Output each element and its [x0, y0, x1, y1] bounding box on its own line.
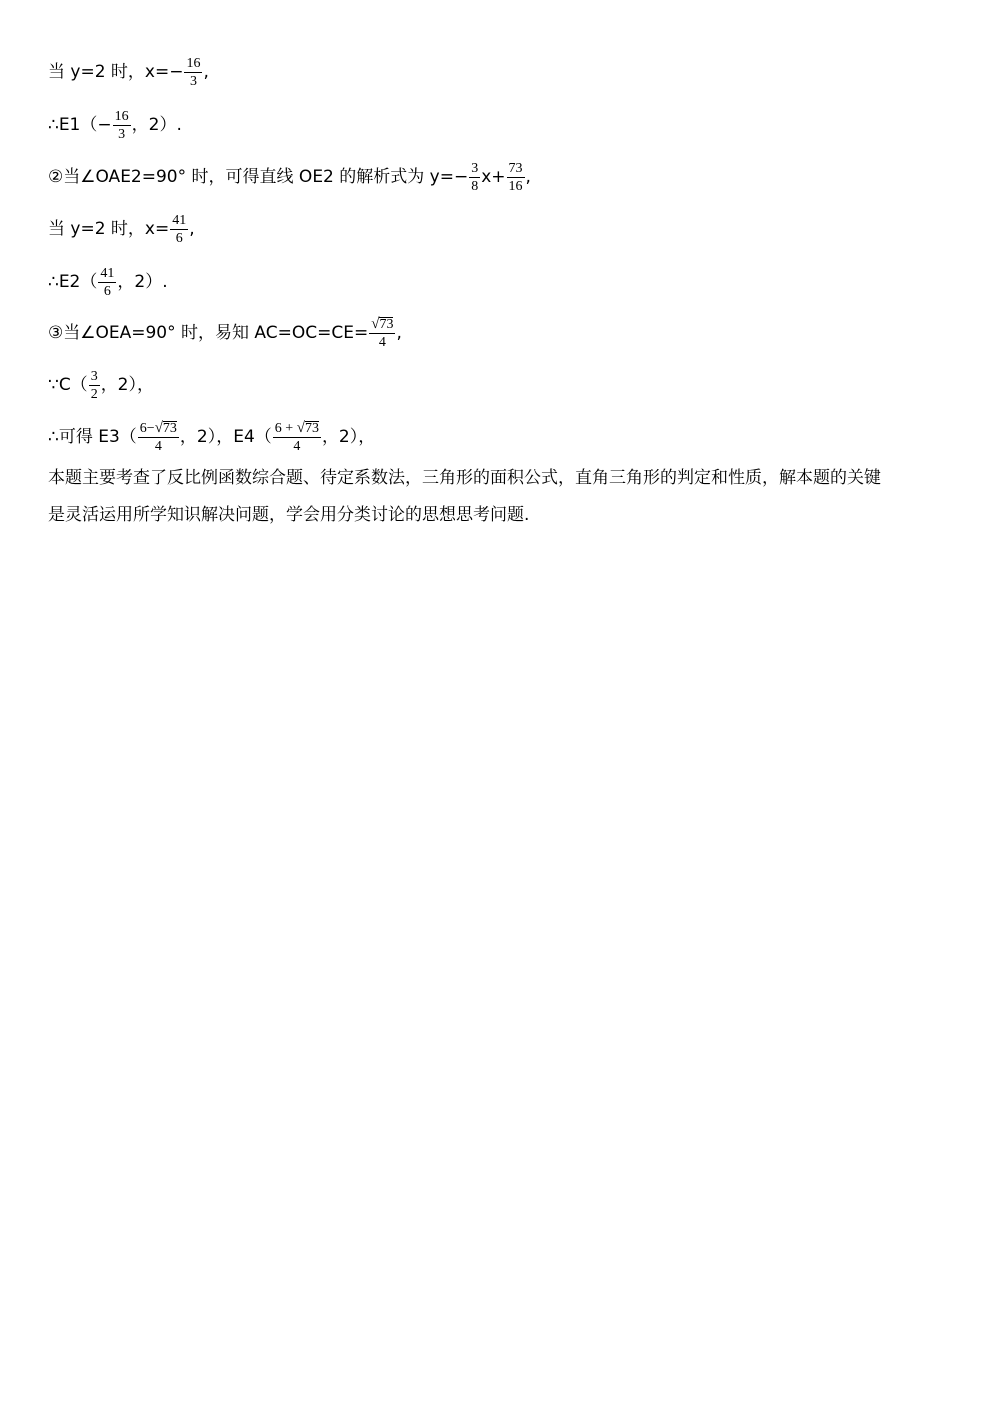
text: , — [203, 62, 209, 82]
solution-line-3 — [48, 161, 531, 194]
text: ③当∠OEA=90° 时，易知 AC=OC=CE= — [48, 323, 369, 343]
text: , — [525, 167, 531, 187]
text: x+ — [481, 167, 506, 187]
text: ∴E1（− — [48, 115, 112, 135]
solution-line-5 — [48, 266, 168, 299]
solution-line-1 — [48, 56, 209, 89]
fraction: $\frac{41}{6}$ — [172, 213, 187, 246]
fraction: 6− √ 73 4 — [139, 420, 177, 454]
text: ②当∠OAE2=90° 时，可得直线 OE2 的解析式为 y=− — [48, 167, 469, 187]
solution-line-4 — [48, 213, 195, 246]
solution-line-8 — [48, 421, 375, 454]
text: ，2）， — [321, 427, 376, 447]
text: ，2）， — [100, 375, 155, 395]
solution-line-2 — [48, 109, 182, 142]
text: , — [189, 219, 195, 239]
sqrt: √ 73 — [371, 316, 394, 332]
sqrt: √ 73 — [154, 420, 177, 436]
solution-line-6 — [48, 317, 402, 350]
fraction: $\frac{41}{6}$ — [100, 266, 115, 299]
fraction: $\frac{16}{3}$ — [186, 56, 201, 89]
sqrt: √ 73 — [296, 420, 319, 436]
text: ∵C（ — [48, 375, 88, 395]
text: 当 y=2 时，x= — [48, 219, 170, 239]
text: ，2）. — [117, 272, 168, 292]
fraction: 6 + √ 73 4 — [274, 420, 319, 454]
text: 当 y=2 时，x=− — [48, 62, 184, 82]
fraction: $\frac{16}{3}$ — [114, 109, 129, 142]
text: ∴可得 E3（ — [48, 427, 137, 447]
summary-paragraph: 本题主要考查了反比例函数综合题、待定系数法，三角形的面积公式，直角三角形的判定和性质，解本题的关键是灵活运用所学知识解决问题，学会用分类讨论的思想思考问题. — [48, 468, 881, 525]
text: ，2）. — [131, 115, 182, 135]
text: ，2），E4（ — [179, 427, 272, 447]
text: ∴E2（ — [48, 272, 98, 292]
fraction: $\frac{3}{2}$ — [90, 369, 98, 402]
solution-line-7 — [48, 369, 154, 402]
text: , — [396, 323, 402, 343]
fraction: $\frac{73}{16}$ — [508, 161, 523, 194]
fraction: $\frac{3}{8}$ — [471, 161, 479, 194]
fraction: √ 73 4 — [371, 316, 394, 350]
